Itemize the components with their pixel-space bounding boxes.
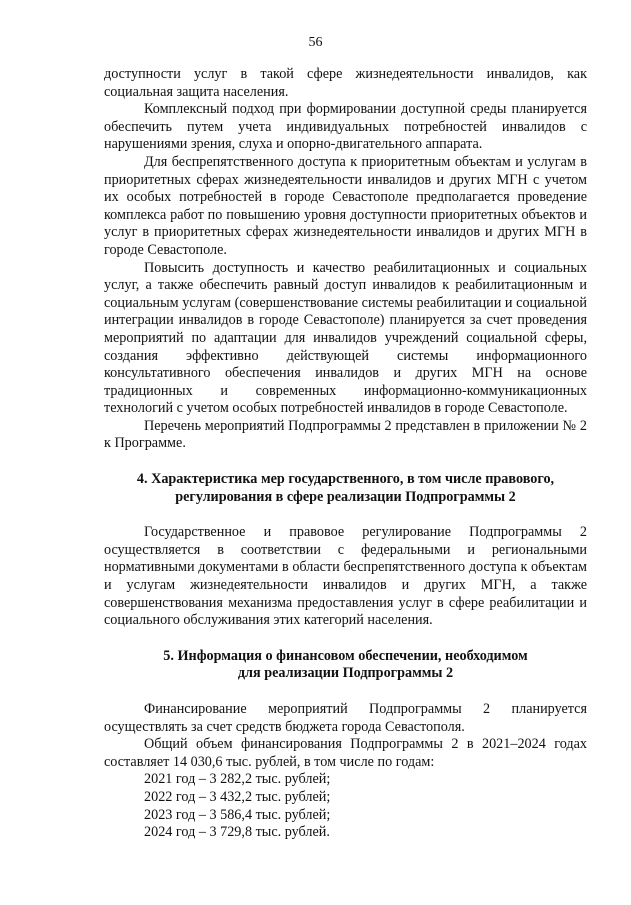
paragraph: Для беспрепятственного доступа к приоритетным объектам и услугам в приоритетных сферах жизнедеятельности инвалидов и других МГН с учетом их особых потребностей в городе Севастополе предполагается проведение комплекса работ по повышению уровня доступности приоритетных объектов и услуг в приоритетных сферах жизнедеятельности инвалидов и других МГН в городе Севастополе. [104, 153, 587, 258]
paragraph: Повысить доступность и качество реабилитационных и социальных услуг, а также обеспечить равный доступ инвалидов к реабилитационным и социальным услугам (совершенствование системы реабилитации и социальной интеграции инвалидов в городе Севастополе) планируется за счет проведения мероприятий по адаптации для инвалидов учреждений социальной сферы, создания эффективно действующей системы информационного консультативного обеспечения инвалидов и других МГН на основе традиционных и современных информационно-коммуникационных технологий с учетом особых потребностей инвалидов в городе Севастополе. [104, 259, 587, 417]
section-5-paragraph: Общий объем финансирования Подпрограммы 2 в 2021–2024 годах составляет 14 030,6 тыс. рублей, в том числе по годам: [104, 736, 587, 770]
list-item: 2021 год – 3 282,2 тыс. рублей; [144, 771, 331, 788]
page-body [104, 66, 587, 842]
page-number: 56 [308, 35, 323, 50]
section-4-heading-line-1: 4. Характеристика мер государственного, в том числе правового, [136, 471, 555, 488]
list-item: 2022 год – 3 432,2 тыс. рублей; [144, 788, 331, 805]
paragraph: Комплексный подход при формировании доступной среды планируется обеспечить путем учета индивидуальных потребностей инвалидов с нарушениями зрения, слуха и опорно-двигательного аппарата. [104, 101, 587, 153]
yearly-funding-list [104, 771, 587, 841]
section-5-paragraph: Финансирование мероприятий Подпрограммы 2 планируется осуществлять за счет средств бюджета города Севастополя. [104, 701, 587, 735]
section-5-heading-line-1: 5. Информация о финансовом обеспечении, необходимом [163, 647, 528, 664]
section-4-paragraph: Государственное и правовое регулирование Подпрограммы 2 осуществляется в соответствии с федеральными и региональными нормативными документами в области беспрепятственного доступа к объектам и услугам жизнедеятельности инвалидов и других МГН, а также совершенствования механизма предоставления услуг в сфере реабилитации и социального обслуживания этих категорий населения. [104, 524, 587, 629]
paragraph: Перечень мероприятий Подпрограммы 2 представлен в приложении № 2 к Программе. [104, 417, 587, 452]
section-5-heading-line-2: для реализации Подпрограммы 2 [237, 665, 454, 682]
section-4-heading [104, 471, 587, 506]
paragraph: доступности услуг в такой сфере жизнедеятельности инвалидов, как социальная защита населения. [104, 66, 587, 100]
section-5-heading [104, 648, 587, 683]
list-item: 2024 год – 3 729,8 тыс. рублей. [144, 824, 330, 841]
list-item: 2023 год – 3 586,4 тыс. рублей; [144, 806, 331, 823]
section-4-heading-line-2: регулирования в сфере реализации Подпрограммы 2 [175, 488, 516, 505]
